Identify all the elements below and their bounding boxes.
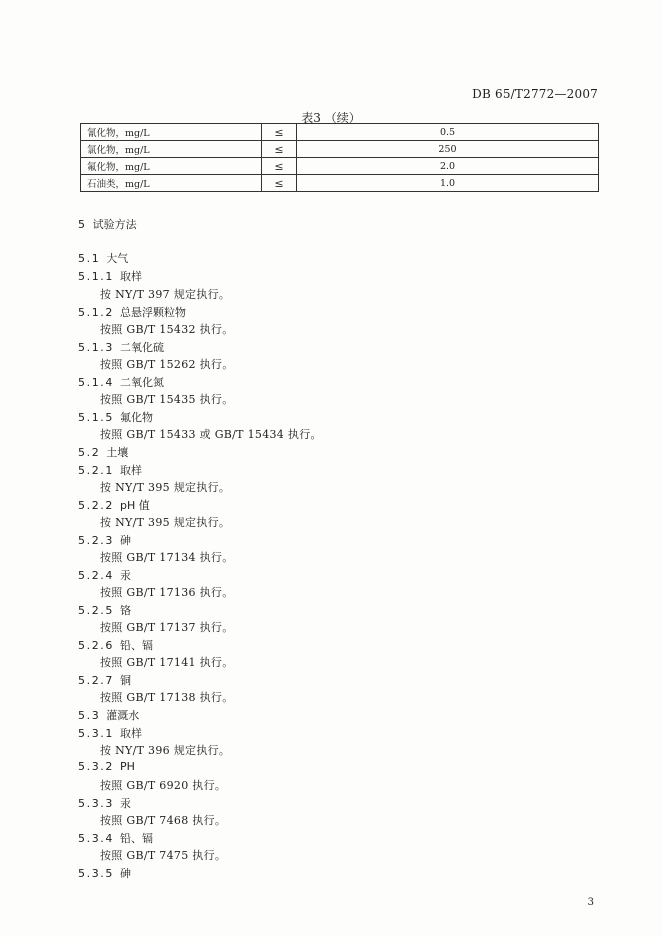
section-number: 5: [78, 218, 87, 231]
section-title: 砷: [120, 867, 131, 880]
page-number: 3: [587, 897, 594, 908]
section-heading: [78, 830, 153, 846]
table-row: [81, 124, 599, 141]
section-number: 5.3.5: [78, 867, 114, 880]
section-number: 5.2.3: [78, 534, 114, 547]
body-text: 按照 GB/T 17138 执行。: [100, 691, 234, 704]
section-number: 5.1.4: [78, 376, 114, 389]
section-title: 试验方法: [92, 218, 137, 231]
table-cell-item: 石油类，mg/L: [81, 175, 262, 192]
section-heading: [78, 532, 131, 548]
section-title: PH: [120, 760, 135, 773]
section-title: 二氧化氮: [120, 376, 164, 389]
body-text: 按照 GB/T 15262 执行。: [100, 358, 234, 371]
body-text: 按照 GB/T 17141 执行。: [100, 656, 234, 669]
section-number: 5.3.4: [78, 832, 114, 845]
section-title: 大气: [106, 252, 129, 265]
section-heading: [78, 602, 131, 618]
section-title: 汞: [120, 569, 131, 582]
section-title: 铜: [120, 674, 131, 687]
body-text: 按 NY/T 395 规定执行。: [100, 481, 231, 494]
section-heading: [78, 268, 142, 284]
body-text: 按 NY/T 396 规定执行。: [100, 744, 231, 757]
section-number: 5.2.1: [78, 464, 114, 477]
table-cell-value: 2.0: [297, 158, 599, 175]
table-cell-value: 250: [297, 141, 599, 158]
section-number: 5.2.6: [78, 639, 114, 652]
section-number: 5.1.1: [78, 270, 114, 283]
table-cell-operator: ≤: [262, 175, 297, 192]
table-row: [81, 175, 599, 192]
table-caption: 表3 （续）: [301, 111, 361, 125]
section-number: 5.1.5: [78, 411, 114, 424]
body-text: 按照 GB/T 7468 执行。: [100, 814, 227, 827]
section-title: 铅、镉: [120, 832, 153, 845]
section-title: 铅、镉: [120, 639, 153, 652]
section-title: 取样: [120, 727, 142, 740]
section-number: 5.1.3: [78, 341, 114, 354]
section-number: 5.3: [78, 709, 101, 722]
section-number: 5.3.3: [78, 797, 114, 810]
body-text: 按照 GB/T 15435 执行。: [100, 393, 234, 406]
table-row: [81, 141, 599, 158]
section-title: 取样: [120, 270, 142, 283]
section-heading: [78, 304, 186, 320]
section-number: 5.2: [78, 446, 101, 459]
table-cell-operator: ≤: [262, 141, 297, 158]
section-number: 5.1.2: [78, 306, 114, 319]
section-number: 5.3.2: [78, 760, 114, 773]
table-cell-item: 氰化物，mg/L: [81, 124, 262, 141]
doc-code: DB 65/T2772—2007: [472, 87, 598, 101]
section-heading: [78, 795, 131, 811]
section-title: 汞: [120, 797, 131, 810]
body-text: 按照 GB/T 17137 执行。: [100, 621, 234, 634]
body-text: 按照 GB/T 17136 执行。: [100, 586, 234, 599]
table-cell-item: 氟化物，mg/L: [81, 158, 262, 175]
standards-table: [80, 123, 599, 192]
section-title: 取样: [120, 464, 142, 477]
section-heading: [78, 707, 139, 723]
section-heading: [78, 250, 128, 266]
body-text: 按照 GB/T 7475 执行。: [100, 849, 227, 862]
section-heading: [78, 444, 128, 460]
section-heading: [78, 760, 135, 773]
section-number: 5.2.7: [78, 674, 114, 687]
table-row: [81, 158, 599, 175]
section-heading: [78, 637, 153, 653]
section-number: 5.2.2: [78, 499, 114, 512]
section-heading: [78, 374, 164, 390]
section-title: 灌溉水: [106, 709, 140, 722]
section-heading: [78, 567, 131, 583]
body-text: 按照 GB/T 17134 执行。: [100, 551, 234, 564]
section-heading: [78, 672, 131, 688]
section-heading: [78, 216, 137, 232]
table-cell-value: 0.5: [297, 124, 599, 141]
section-title: 砷: [120, 534, 131, 547]
body-text: 按 NY/T 397 规定执行。: [100, 288, 231, 301]
section-heading: [78, 462, 142, 478]
section-heading: [78, 865, 131, 881]
section-title: 土壤: [106, 446, 129, 459]
section-title: 总悬浮颗粒物: [120, 306, 186, 319]
section-number: 5.3.1: [78, 727, 114, 740]
table-cell-operator: ≤: [262, 158, 297, 175]
section-number: 5.2.4: [78, 569, 114, 582]
body-text: 按照 GB/T 15433 或 GB/T 15434 执行。: [100, 428, 322, 441]
section-title: 铬: [120, 604, 131, 617]
table-cell-operator: ≤: [262, 124, 297, 141]
body-text: 按照 GB/T 6920 执行。: [100, 779, 227, 792]
section-heading: [78, 339, 164, 355]
section-title: pH 值: [120, 499, 150, 512]
body-text: 按 NY/T 395 规定执行。: [100, 516, 231, 529]
table-cell-item: 氯化物，mg/L: [81, 141, 262, 158]
section-number: 5.2.5: [78, 604, 114, 617]
section-number: 5.1: [78, 252, 101, 265]
section-heading: [78, 409, 153, 425]
body-text: 按照 GB/T 15432 执行。: [100, 323, 234, 336]
table-cell-value: 1.0: [297, 175, 599, 192]
section-heading: [78, 497, 150, 513]
section-title: 氟化物: [120, 411, 153, 424]
section-heading: [78, 725, 142, 741]
section-title: 二氧化硫: [120, 341, 164, 354]
